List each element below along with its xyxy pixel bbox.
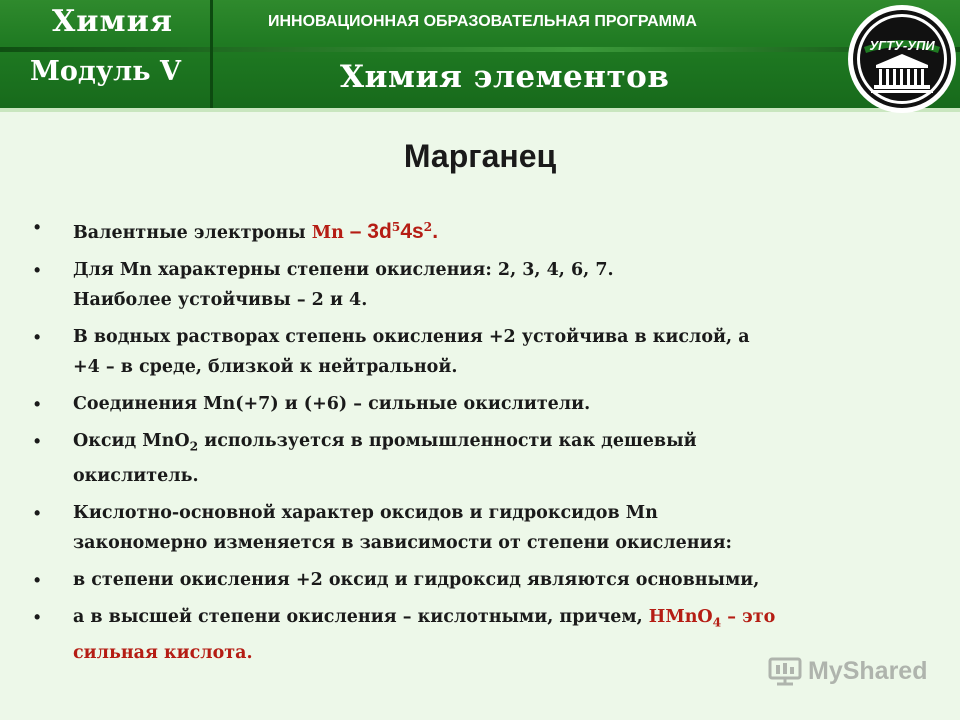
bullet-dot: •	[34, 430, 41, 451]
bullet-text: Кислотно-основной характер оксидов и гидроксидов Mn	[73, 503, 658, 524]
dash: –	[343, 219, 368, 243]
bullet-list	[30, 212, 930, 675]
bullet-dot: •	[34, 607, 41, 628]
bullet-dot: •	[34, 570, 41, 591]
orbital-3d: 3d	[367, 219, 392, 243]
subscript: 2	[189, 438, 199, 454]
superscript: 2	[423, 219, 433, 234]
bullet-dot: •	[34, 503, 41, 524]
university-logo-icon	[846, 3, 958, 115]
bullet-strong-oxidizers	[30, 389, 930, 419]
slide-title: Марганец	[403, 138, 557, 174]
bullet-text: используется в промышленности как дешевый	[198, 430, 697, 451]
superscript: 5	[391, 219, 401, 234]
course-title: Химия	[52, 4, 174, 39]
logo-text: УГТУ-УПИ	[869, 38, 935, 53]
bullet-text: – это	[721, 607, 776, 628]
bullet-text: Для Mn характерны степени окисления: 2, 3, 4, 6, 7.	[73, 259, 614, 280]
formula-hmno4: HMnO	[648, 607, 713, 628]
bullet-dot: •	[34, 217, 41, 237]
bullet-oxidation-states	[30, 255, 930, 315]
program-label: ИННОВАЦИОННАЯ ОБРАЗОВАТЕЛЬНАЯ ПРОГРАММА	[268, 13, 697, 30]
module-label: Модуль V	[30, 56, 181, 87]
header-separator	[0, 47, 960, 52]
section-title: Химия элементов	[340, 59, 670, 95]
bullet-text: окислитель	[73, 466, 193, 487]
bullet-text: Валентные электроны	[73, 222, 312, 243]
bullet-dot: •	[34, 393, 41, 414]
header-banner	[0, 0, 960, 112]
watermark-text: MyShared	[808, 656, 928, 685]
bullet-dot: •	[34, 259, 41, 280]
bullet-text: а в высшей степени окисления – кислотными, причем,	[73, 607, 649, 628]
bullet-aqueous-solutions	[30, 322, 930, 382]
subscript: 4	[712, 614, 722, 630]
bullet-text: +4 – в среде, близкой к нейтральной.	[73, 356, 458, 377]
bullet-text: Оксид MnO	[73, 430, 190, 451]
header-divider	[210, 0, 213, 112]
bullet-dot: •	[34, 326, 41, 347]
bullet-basic-oxidation-2	[30, 565, 930, 595]
bullet-valence-electrons	[30, 212, 930, 248]
bullet-text: Соединения Mn(+7) и (+6) – сильные окислители.	[73, 393, 591, 414]
element-symbol: Mn	[311, 222, 344, 243]
watermark	[768, 656, 927, 686]
orbital-4s: 4s	[400, 219, 424, 243]
header-bottom-line	[0, 108, 960, 112]
bullet-text: сильная кислота.	[73, 642, 253, 663]
period: .	[192, 466, 199, 487]
bullet-mno2-oxide	[30, 426, 930, 492]
bullet-text: в степени окисления +2 оксид и гидроксид являются основными,	[73, 570, 760, 591]
bullet-acid-base-character	[30, 498, 930, 558]
bullet-text: закономерно изменяется в зависимости от степени окисления:	[73, 533, 732, 554]
period: .	[432, 219, 439, 243]
bullet-text: Наиболее устойчивы – 2 и 4.	[73, 289, 368, 310]
bullet-text: В водных растворах степень окисления +2 устойчива в кислой, а	[73, 326, 750, 347]
presentation-icon	[768, 656, 802, 686]
